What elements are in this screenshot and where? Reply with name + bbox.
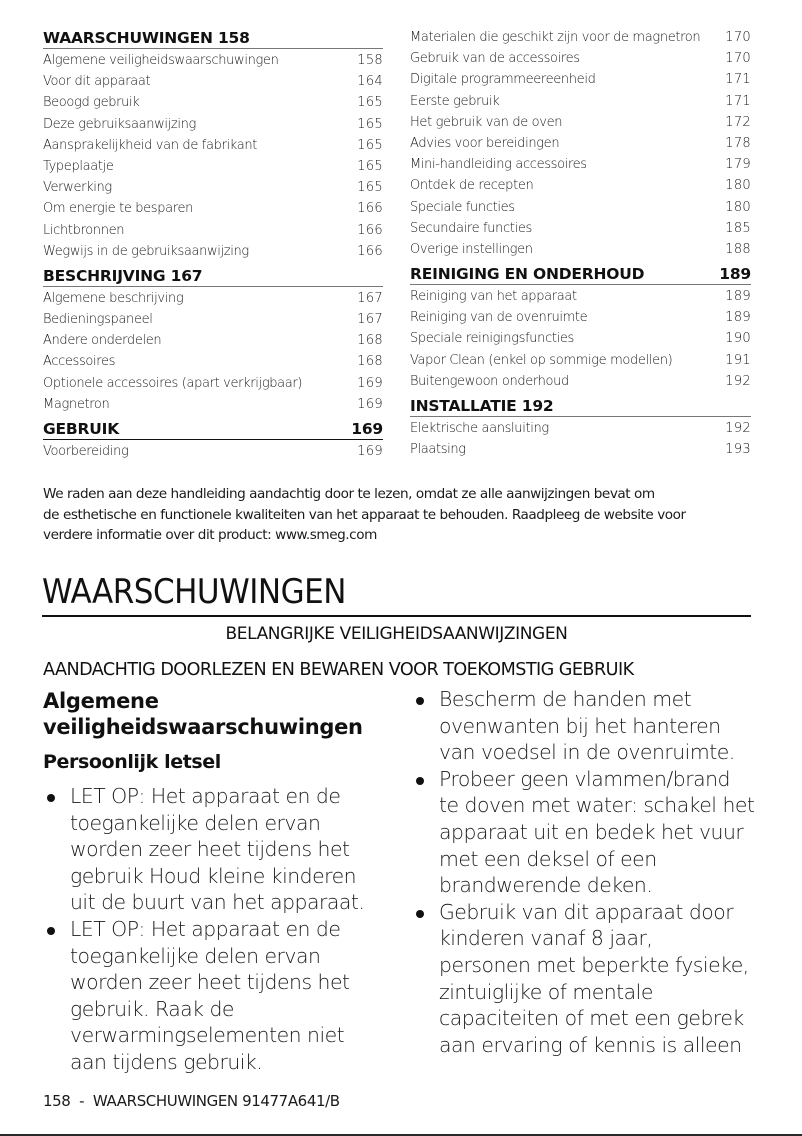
read-carefully-banner: AANDACHTIG DOORLEZEN EN BEWAREN VOOR TOEKOMSTIG GEBRUIK [43, 660, 634, 680]
warning-line: uit de buurt van het apparaat. [70, 890, 365, 915]
warning-line: worden zeer heet tijdens het [70, 970, 350, 995]
toc-entry-label: Ontdek de recepten [410, 178, 534, 194]
toc-heading-page: 189 [719, 265, 751, 284]
toc-entry-page: 168 [357, 333, 383, 349]
toc-entry[interactable] [43, 373, 383, 394]
toc-entry-label: Digitale programmeereenheid [410, 72, 596, 88]
table-of-contents [43, 24, 751, 462]
toc-entry-page: 185 [725, 220, 751, 236]
toc-entry-page: 165 [357, 180, 383, 196]
bullet-icon [47, 927, 55, 935]
toc-entry[interactable] [43, 198, 383, 219]
toc-heading[interactable] [410, 392, 751, 417]
toc-heading[interactable] [410, 260, 751, 285]
toc-entry-label: Materialen die geschikt zijn voor de magnetron [410, 30, 701, 45]
toc-entry-label: Verwerking [43, 180, 112, 196]
chapter-divider [42, 615, 751, 617]
toc-entry[interactable] [43, 288, 383, 309]
warning-line: verwarmingselementen niet [70, 1023, 345, 1048]
toc-entry-page: 166 [357, 243, 383, 259]
toc-entry-label: Wegwijs in de gebruiksaanwijzing [43, 243, 249, 259]
toc-entry-page: 165 [357, 116, 383, 132]
toc-entry-label: Plaatsing [410, 442, 466, 458]
toc-entry-label: Algemene beschrijving [43, 290, 184, 306]
toc-entry[interactable] [43, 220, 383, 241]
warning-line: aan tijdens gebruik. [70, 1049, 263, 1074]
toc-entry-label: Buitengewoon onderhoud [410, 373, 569, 389]
toc-entry[interactable] [410, 69, 751, 90]
warning-line: Probeer geen vlammen/brand [439, 766, 730, 791]
toc-entry-page: 192 [725, 421, 751, 436]
safety-instructions-banner: BELANGRIJKE VEILIGHEIDSAANWIJZINGEN [225, 624, 568, 644]
warning-line: worden zeer heet tijdens het [70, 837, 350, 862]
warning-line: Bescherm de handen met [439, 687, 692, 711]
intro-paragraph [43, 484, 755, 544]
toc-entry-page: 191 [725, 352, 751, 368]
warning-line: te doven met water: schakel het [439, 793, 755, 818]
toc-entry-page: 169 [357, 375, 383, 391]
toc-entry-label: Andere onderdelen [43, 333, 162, 349]
toc-entry-label: Lichtbronnen [43, 222, 125, 238]
toc-entry-page: 190 [725, 331, 751, 347]
bullet-icon [47, 794, 55, 802]
toc-heading-label: REINIGING EN ONDERHOUD [410, 265, 645, 284]
toc-entry[interactable] [410, 48, 751, 69]
warning-line: LET OP: Het apparaat en de [70, 784, 341, 808]
warning-line: ovenwanten bij het hanteren [439, 713, 721, 738]
toc-entry[interactable] [410, 328, 751, 349]
toc-entry-label: Voorbereiding [43, 444, 129, 459]
toc-entry-page: 167 [357, 312, 383, 328]
toc-entry-label: Secundaire functies [410, 220, 532, 236]
warning-line: toegankelijke delen ervan [70, 810, 321, 835]
subsection-title: Persoonlijk letsel [43, 751, 221, 773]
section-title-line: veiligheidswaarschuwingen [43, 715, 363, 739]
toc-entry-label: Typeplaatje [43, 158, 114, 174]
toc-entry-page: 170 [725, 30, 751, 45]
bullet-icon [416, 910, 424, 918]
toc-entry-page: 165 [357, 158, 383, 174]
warning-line: Gebruik van dit apparaat door [439, 899, 734, 924]
toc-entry-label: Advies voor bereidingen [410, 135, 560, 151]
section-title [43, 688, 393, 740]
toc-entry-page: 192 [725, 373, 751, 389]
toc-entry[interactable] [43, 92, 383, 113]
toc-entry-page: 179 [725, 157, 751, 173]
toc-entry-label: Vapor Clean (enkel op sommige modellen) [410, 352, 673, 368]
toc-entry-label: Beoogd gebruik [43, 95, 140, 111]
toc-entry-page: 178 [725, 135, 751, 151]
toc-entry-label: Bedieningspaneel [43, 312, 153, 328]
toc-entry[interactable] [43, 241, 383, 262]
toc-heading-label: BESCHRIJVING 167 [43, 266, 203, 285]
toc-entry-page: 164 [357, 74, 383, 90]
toc-entry[interactable] [43, 114, 383, 135]
toc-entry[interactable] [410, 91, 751, 112]
body-right-column [412, 686, 757, 1058]
bullet-icon [416, 697, 424, 705]
warning-line: brandwerende deken. [439, 873, 653, 898]
section-title-line: Algemene [43, 689, 159, 713]
toc-entry-page: 180 [725, 199, 751, 215]
toc-entry-page: 171 [725, 72, 751, 88]
intro-line: We raden aan deze handleiding aandachtig door te lezen, omdat ze alle aanwijzingen bevat om [43, 486, 655, 502]
toc-entry[interactable] [410, 239, 751, 260]
toc-entry[interactable] [410, 154, 751, 175]
toc-entry[interactable] [43, 394, 383, 415]
toc-entry-page: 171 [725, 93, 751, 109]
toc-entry[interactable] [43, 156, 383, 177]
toc-entry[interactable] [410, 371, 751, 392]
toc-entry[interactable] [410, 112, 751, 133]
warning-line: apparaat uit en bedek het vuur [439, 819, 744, 844]
toc-entry[interactable] [43, 441, 383, 462]
toc-entry[interactable] [43, 177, 383, 198]
warning-line: LET OP: Het apparaat en de [70, 916, 341, 941]
warning-line: met een deksel of een [439, 846, 657, 871]
toc-entry-label: Het gebruik van de oven [410, 114, 563, 130]
toc-entry-label: Om energie te besparen [43, 201, 193, 217]
warning-line: toegankelijke delen ervan [70, 943, 321, 968]
toc-entry-page: 188 [725, 241, 751, 257]
toc-entry-page: 172 [725, 114, 751, 130]
toc-entry-label: Algemene veiligheidswaarschuwingen [43, 53, 279, 68]
toc-entry-page: 169 [357, 444, 383, 459]
warning-line: gebruik. Raak de [70, 996, 234, 1021]
toc-entry[interactable] [43, 135, 383, 156]
toc-entry[interactable] [43, 50, 383, 71]
toc-entry[interactable] [410, 350, 751, 371]
toc-entry[interactable] [410, 175, 751, 196]
page-footer: 158 - WAARSCHUWINGEN 91477A641/B [43, 1092, 340, 1110]
toc-heading[interactable] [43, 415, 383, 440]
toc-heading[interactable] [43, 24, 383, 49]
toc-entry[interactable] [410, 418, 751, 439]
toc-heading[interactable] [43, 262, 383, 287]
toc-entry-page: 165 [357, 95, 383, 111]
toc-heading-label: GEBRUIK [43, 420, 120, 438]
toc-entry[interactable] [43, 71, 383, 92]
toc-entry[interactable] [410, 307, 751, 328]
toc-entry-label: Magnetron [43, 396, 110, 412]
toc-entry[interactable] [43, 309, 383, 330]
warning-line: zintuiglijke of mentale [439, 979, 653, 1004]
toc-entry-label: Optionele accessoires (apart verkrijgbaar) [43, 375, 303, 391]
bullet-icon [416, 777, 424, 785]
warning-line: personen met beperkte fysieke, [439, 952, 749, 977]
toc-entry-page: 180 [725, 178, 751, 194]
warning-item [43, 783, 393, 916]
warning-line: van voedsel in de ovenruimte. [439, 740, 735, 765]
chapter-title: WAARSCHUWINGEN [42, 573, 346, 612]
toc-entry-page: 158 [357, 53, 383, 68]
toc-entry-label: Aansprakelijkheid van de fabrikant [43, 137, 257, 153]
toc-entry[interactable] [410, 286, 751, 307]
intro-line: verdere informatie over dit product: www.smeg.com [43, 527, 377, 543]
toc-entry-label: Eerste gebruik [410, 93, 500, 109]
intro-line: de esthetische en functionele kwaliteiten van het apparaat te behouden. Raadpleeg de website voor [43, 507, 686, 523]
warning-item [412, 899, 757, 1059]
warning-list [412, 686, 757, 1058]
warning-line: capaciteiten of met een gebrek [439, 1006, 744, 1031]
toc-entry[interactable] [410, 197, 751, 218]
warning-line: gebruik Houd kleine kinderen [70, 863, 357, 888]
toc-entry-page: 166 [357, 222, 383, 238]
toc-entry[interactable] [410, 27, 751, 48]
toc-entry-label: Speciale reinigingsfuncties [410, 331, 574, 347]
toc-entry-label: Speciale functies [410, 199, 515, 215]
toc-entry[interactable] [410, 218, 751, 239]
toc-entry-label: Overige instellingen [410, 241, 533, 257]
warning-line: aan ervaring of kennis is alleen [439, 1032, 742, 1057]
toc-entry-label: Deze gebruiksaanwijzing [43, 116, 196, 132]
toc-heading-label: WAARSCHUWINGEN 158 [43, 29, 250, 47]
toc-entry[interactable] [410, 439, 751, 460]
toc-entry-page: 189 [725, 289, 751, 305]
warning-item [412, 766, 757, 899]
toc-entry-page: 166 [357, 201, 383, 217]
warning-item [43, 916, 393, 1076]
warning-line: kinderen vanaf 8 jaar, [439, 926, 653, 951]
toc-heading-page: 169 [351, 420, 383, 438]
toc-entry-label: Mini-handleiding accessoires [410, 157, 587, 173]
toc-entry[interactable] [43, 351, 383, 372]
toc-entry-page: 189 [725, 310, 751, 326]
toc-entry-label: Elektrische aansluiting [410, 421, 549, 436]
toc-entry-label: Reiniging van de ovenruimte [410, 310, 588, 326]
toc-entry-page: 193 [725, 442, 751, 458]
toc-right-column [410, 24, 751, 462]
toc-entry-page: 168 [357, 354, 383, 370]
toc-entry-label: Reiniging van het apparaat [410, 289, 577, 305]
toc-entry-label: Gebruik van de accessoires [410, 51, 580, 67]
toc-entry-label: Voor dit apparaat [43, 74, 151, 90]
toc-entry-page: 169 [357, 396, 383, 412]
warning-item [412, 686, 757, 766]
warning-list [43, 783, 393, 1076]
toc-entry-page: 167 [357, 290, 383, 306]
body-left-column [43, 688, 393, 1076]
toc-entry-label: Accessoires [43, 354, 116, 370]
toc-entry-page: 170 [725, 51, 751, 67]
toc-heading-label: INSTALLATIE 192 [410, 397, 554, 415]
toc-left-column [43, 24, 383, 462]
toc-entry[interactable] [410, 133, 751, 154]
toc-entry[interactable] [43, 330, 383, 351]
toc-entry-page: 165 [357, 137, 383, 153]
